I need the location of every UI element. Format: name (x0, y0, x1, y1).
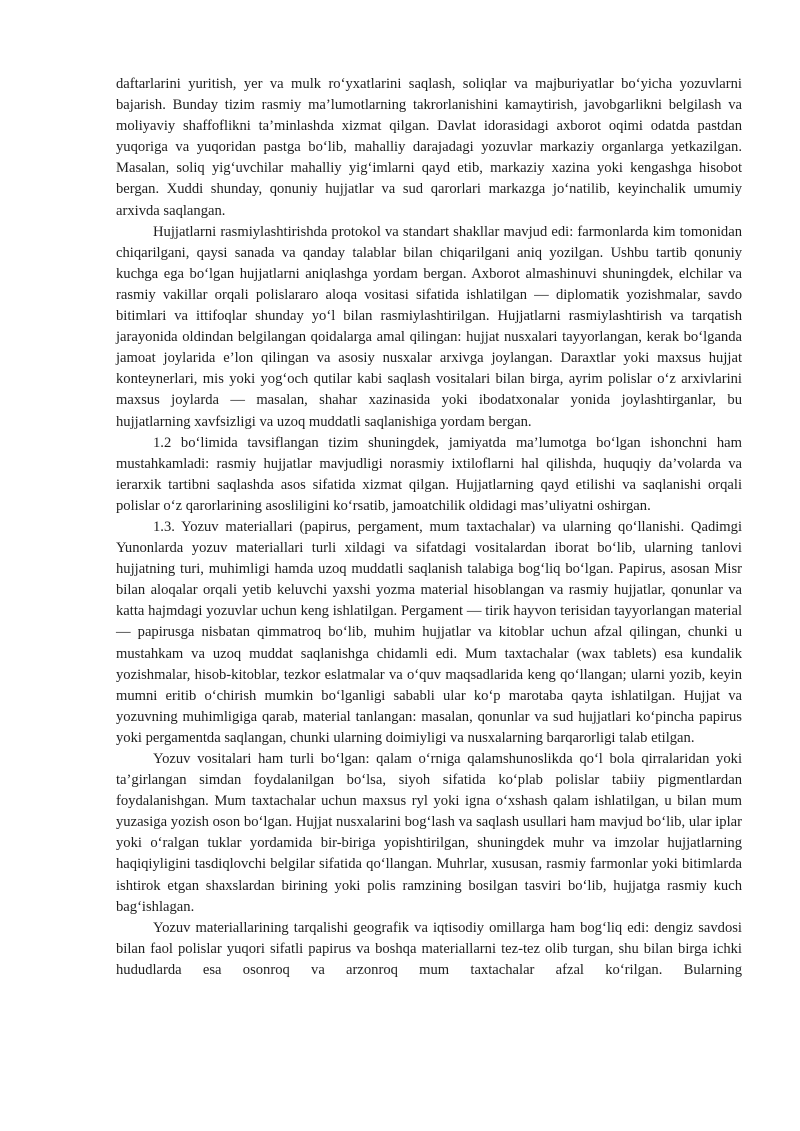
paragraph-writing-tools: Yozuv vositalari ham turli bo‘lgan: qalam o‘rniga qalamshunoslikda qo‘l bola qirralaridan yoki ta’girlangan simdan foydalanilgan bo‘lsa, siyoh sifatida ko‘plab polislar tabiiy pigmentlardan foydalanishgan. Mum taxtachalar uchun maxsus ryl yoki igna o‘xshash qalam ishlatilgan, u bilan mum yuzasiga yozish oson bo‘lgan. Hujjat nusxalarini bog‘lash va saqlash usullari ham mavjud bo‘lib, ular iplar yoki o‘ralgan tuklar yordamida bir-biriga yopishtirilgan, shuningdek muhr va imzolar hujjatlarning haqiqiyligini tasdiqlovchi belgilar sifatida qo‘llangan. Muhrlar, xususan, rasmiy farmonlar yoki bitimlarda ishtirok etgan shaxslardan birining yoki polis ramzining bosilgan tasviri bo‘lib, hujjatga rasmiy kuch bag‘ishlagan. (116, 751, 742, 915)
paragraph-document-formalization: Hujjatlarni rasmiylashtirishda protokol va standart shakllar mavjud edi: farmonlarda kim tomonidan chiqarilgani, qaysi sanada va qanday talablar bilan chiqarilgani aniq yozilgan. Ushbu tartib qonuniy kuchga ega bo‘lgan hujjatlarni aniqlashga yordam bergan. Axborot almashinuvi shuningdek, elchilar va rasmiy vakillar orqali polislararo aloqa vositasi sifatida ishlatilgan — diplomatik yozishmalar, savdo bitimlari va ittifoqlar shunday yo‘l bilan rasmiylashtirilgan. Hujjatlarni rasmiylashtirish va tarqatish jarayonida oldindan belgilangan qoidalarga amal qilingan: hujjat nusxalari tayyorlangan, kerak bo‘lganda jamoat joylarida e’lon qilingan va asosiy nusxalar arxivga joylangan. Daraxtlar yoki maxsus hujjat konteynerlari, mis yoki yog‘och qutilar kabi saqlash vositalari bilan birga, ayrim polislar o‘z arxivlarini maxsus joylarda — masalan, shahar xazinasida yoki ibodatxonalar yonida joylashtirganlar, bu hujjatlarning xavfsizligi va uzoq muddatli saqlanishiga yordam bergan. (116, 223, 742, 430)
paragraph-distribution-of-materials: Yozuv materiallarining tarqalishi geografik va iqtisodiy omillarga ham bog‘liq edi: dengiz savdosi bilan faol polislar yuqori sifatli papirus va boshqa materiallarni tez-tez olib turgan, shu bilan birga ichki hududlarda esa osonroq va arzonroq mum taxtachalar afzal ko‘rilgan. Bularning (116, 919, 742, 978)
paragraph-trust-in-records: 1.2 bo‘limida tavsiflangan tizim shuningdek, jamiyatda ma’lumotga bo‘lgan ishonchni ham mustahkamladi: rasmiy hujjatlar mavjudligi norasmiy ixtiloflarni hal qilishda, huquqiy da’volarda va ierarxik tartibni saqlashda asos sifatida xizmat qilgan. Hujjatlarning qayd etilishi va saqlanishi orqali polislar o‘z qarorlarining asosliligini ko‘rsatib, jamoatchilik oldidagi mas’uliyatni oshirgan. (116, 434, 742, 514)
document-page (116, 74, 742, 981)
paragraph-section-1-3-writing-materials: 1.3. Yozuv materiallari (papirus, pergament, mum taxtachalar) va ularning qo‘llanishi. Qadimgi Yunonlarda yozuv materiallari turli xildagi va sifatdagi vositalardan iborat bo‘lib, ularning tanlovi hujjatning turi, muhimligi hamda uzoq muddatli saqlanish talabiga bog‘liq bo‘lgan. Papirus, asosan Misr bilan aloqalar orqali yetib keluvchi yaxshi yozma material hisoblangan va rasmiy hujjatlar, qonunlar va katta hajmdagi yozuvlar uchun keng ishlatilgan. Pergament — tirik hayvon terisidan tayyorlangan material — papirusga nisbatan qimmatroq bo‘lib, muhim hujjatlar va kitoblar uchun afzal qilingan, chunki u mustahkam va uzoq muddat saqlanishga chidamli edi. Mum taxtachalar (wax tablets) esa kundalik yozishmalar, hisob-kitoblar, tezkor eslatmalar va o‘quv maqsadlarida keng qo‘llangan; ularni yozib, keyin mumni eritib o‘chirish mumkin bo‘lganligi sababli ular ko‘p marotaba qayta ishlatilgan. Hujjat va yozuvning muhimligiga qarab, material tanlangan: masalan, qonunlar va sud hujjatlari ko‘pincha papirus yoki pergamentda saqlangan, chunki ularning doimiyligi va nusxalarning barqarorligi talab etilgan. (116, 518, 742, 746)
paragraph-continued: daftarlarini yuritish, yer va mulk ro‘yxatlarini saqlash, soliqlar va majburiyatlar bo‘yicha yozuvlarni bajarish. Bunday tizim rasmiy ma’lumotlarning takrorlanishini kamaytirish, javobgarlikni belgilash va moliyaviy shaffoflikni ta’minlashda xizmat qilgan. Davlat idorasidagi axborot oqimi odatda pastdan yuqoriga va yuqoridan pastga bo‘lib, mahalliy darajadagi yozuvlar markaziy organlarga yetkazilgan. Masalan, soliq yig‘uvchilar mahalliy yig‘imlarni qayd etib, markaziy xazina yoki kengashga hisobot bergan. Xuddi shunday, qonuniy hujjatlar va sud qarorlari markazga jo‘natilib, keyinchalik umumiy arxivda saqlangan. (116, 76, 742, 219)
